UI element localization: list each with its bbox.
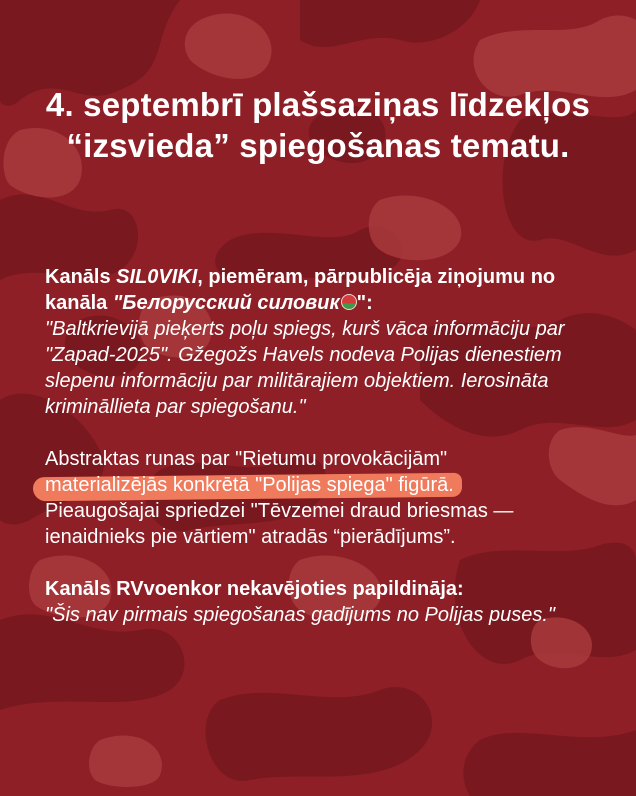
intro-paragraph (45, 264, 610, 316)
highlighted-text: materializējās konkrētā "Polijas spiega" figūrā. (45, 474, 454, 496)
channel-name-siloviki: SIL0VIKI (116, 266, 198, 288)
intro-prefix: Kanāls (45, 266, 117, 288)
belarus-flag-icon (341, 294, 357, 310)
analysis-rest: Pieaugošajai spriedzei "Tēvzemei draud briesmas — ienaidnieks pie vārtiem" atradās “pierādījums”. (45, 500, 514, 548)
quote-rvvoenkor: "Šis nav pirmais spiegošanas gadījums no Polijas puses." (45, 604, 556, 626)
analysis-line-1: Abstraktas runas par "Rietumu provokācijām" (45, 448, 448, 470)
headline: 4. septembrī plašsaziņas līdzekļos “izsvieda” spiegošanas tematu. (45, 86, 591, 164)
rvvoenkor-heading: Kanāls RVvoenkor nekavējoties papildināja: (45, 578, 464, 600)
intro-end: ": (356, 292, 373, 314)
source-channel-name: "Белорусский силовик (112, 292, 340, 314)
intro-mid: , piemēram, pārpublicēja ziņojumu no kanāla (45, 266, 556, 314)
highlighted-phrase (45, 472, 454, 498)
quote-spy-caught: "Baltkrievijā pieķerts poļu spiegs, kurš vāca informāciju par "Zapad-2025". Gžegožs Havels nodeva Polijas dienestiem slepenu informāciju par militārajiem objektiem. Ierosināta krimināllieta par spiegošanu." (45, 318, 565, 418)
analysis-paragraph (45, 446, 610, 550)
article-body (45, 264, 610, 628)
